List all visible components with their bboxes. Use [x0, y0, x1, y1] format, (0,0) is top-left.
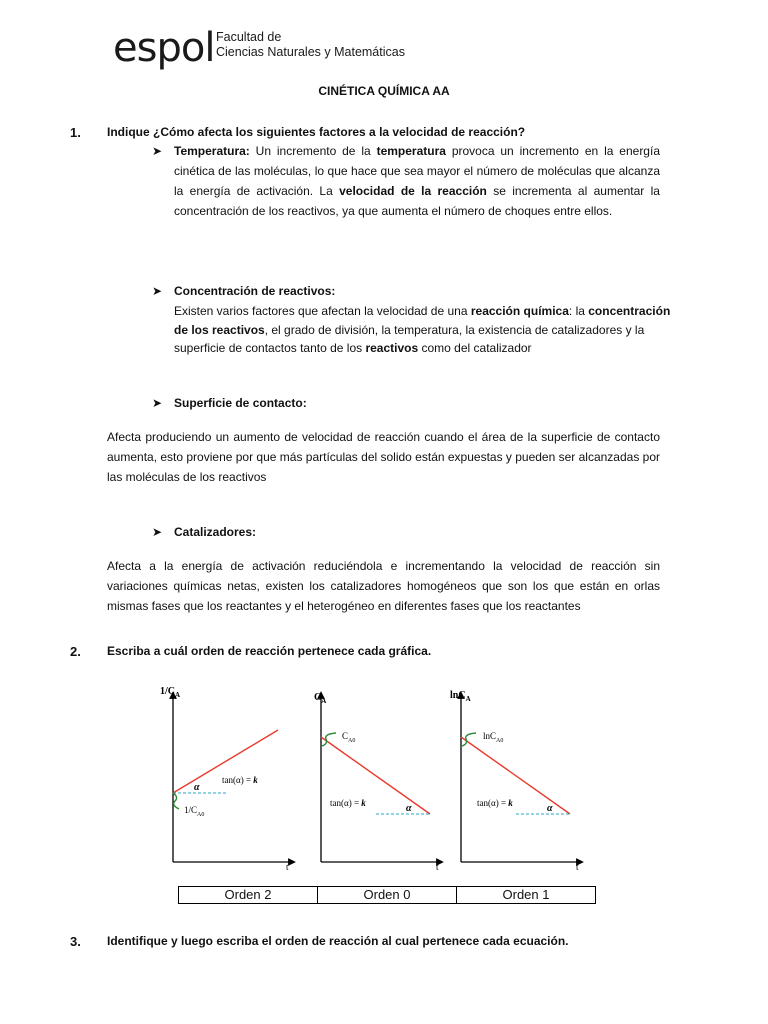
temperatura-text-e: se incrementa al aumentar la concentración de los reactivos, ya que aumenta el número de choques entre ellos. — [174, 184, 660, 218]
espol-logo: espol — [113, 25, 215, 71]
q1-number: 1. — [70, 125, 81, 140]
concentracion-text-a: Existen varios factores que afectan la velocidad de una — [174, 304, 471, 318]
chart3-slope-label: tan(α) = k — [477, 798, 513, 808]
temperatura-text-b: temperatura — [376, 144, 446, 158]
concentracion-text-g: como del catalizador — [418, 341, 532, 355]
reaction-order-charts — [150, 680, 610, 880]
concentracion-text-d: concentración de los reactivos — [174, 304, 671, 337]
chart-order-1 — [450, 690, 580, 872]
superficie-label: Superficie de contacto: — [174, 396, 307, 410]
temperatura-text-c: provoca un incremento en la energía cinética de las moléculas, lo que hace que sea mayor el número de moléculas que alcanza la energía de activación. La — [174, 144, 660, 198]
catalizadores-paragraph: Afecta a la energía de activación reduciéndola e incrementando la velocidad de reacción sin variaciones químicas netas, existen los catalizadores homogéneos que son los que están en orlas mismas fases que los reactantes y el heterogéneo en diferentes fases que los reactantes — [107, 559, 660, 613]
concentracion-text-c: : la — [568, 304, 589, 318]
concentracion-text-b: reacción química — [470, 304, 569, 318]
q2-text: Escriba a cuál orden de reacción pertenece cada gráfica. — [107, 644, 432, 658]
arrow-bullet-icon: ➤ — [152, 525, 163, 539]
concentracion-label: Concentración de reactivos: — [174, 284, 336, 298]
chart1-angle-label: α — [194, 782, 200, 793]
q3-number: 3. — [70, 934, 81, 949]
chart1-ylabel: $1/C_A$ — [160, 686, 181, 699]
chart3-intercept-label: lnC$_{A0}$ — [483, 731, 504, 744]
chart2-xlabel: t — [436, 862, 439, 872]
chart2-angle-label: α — [406, 803, 412, 814]
chart3-xlabel: t — [576, 862, 579, 872]
concentracion-text-f: reactivos — [365, 341, 419, 355]
temperatura-text-d: velocidad de la reacción — [339, 184, 487, 198]
chart2-ylabel: $C_A$ — [314, 692, 327, 705]
order-cell-3: Orden 1 — [457, 887, 596, 904]
q1-text: Indique ¿Cómo afecta los siguientes factores a la velocidad de reacción? — [107, 125, 526, 139]
q2-number: 2. — [70, 644, 81, 659]
order-cell-2: Orden 0 — [318, 887, 457, 904]
order-answer-table — [178, 886, 596, 904]
chart2-intercept-label: $C_{A0}$ — [342, 731, 356, 744]
faculty-line-2: Ciencias Naturales y Matemáticas — [216, 45, 405, 59]
superficie-paragraph: Afecta produciendo un aumento de velocidad de reacción cuando el área de la superficie de contacto aumenta, esto proviene por que más partículas del solido están expuestas y pueden ser alcanzadas por las moléculas de los reactivos — [107, 430, 661, 484]
temperatura-paragraph — [174, 141, 660, 221]
order-cell-1: Orden 2 — [179, 887, 318, 904]
page-title: CINÉTICA QUÍMICA AA — [318, 84, 450, 98]
chart1-xlabel: t — [286, 862, 289, 872]
chart2-slope-label: tan(α) = k — [330, 798, 366, 808]
faculty-name — [216, 30, 405, 60]
chart-order-0 — [314, 692, 440, 872]
chart1-pointer-icon — [173, 793, 179, 809]
temperatura-text-a: Un incremento de la — [249, 144, 377, 158]
arrow-bullet-icon: ➤ — [152, 396, 163, 410]
concentracion-paragraph — [174, 302, 674, 358]
temperatura-label: Temperatura: — [174, 144, 250, 158]
chart1-slope-label: tan(α) = k — [222, 775, 258, 785]
chart-order-2 — [160, 686, 292, 872]
chart3-angle-label: α — [547, 803, 553, 814]
faculty-line-1: Facultad de — [216, 30, 282, 44]
concentracion-text-e: , el grado de división, la temperatura, la existencia de catalizadores y la superficie de contactos tanto de los — [174, 322, 645, 355]
chart1-intercept-label: $1/C_{A0}$ — [184, 805, 205, 818]
arrow-bullet-icon: ➤ — [152, 284, 163, 298]
chart3-ylabel: lnC$_A$ — [450, 690, 471, 703]
arrow-bullet-icon: ➤ — [152, 144, 163, 158]
q3-text: Identifique y luego escriba el orden de reacción al cual pertenece cada ecuación. — [107, 934, 569, 948]
catalizadores-label: Catalizadores: — [174, 525, 257, 539]
